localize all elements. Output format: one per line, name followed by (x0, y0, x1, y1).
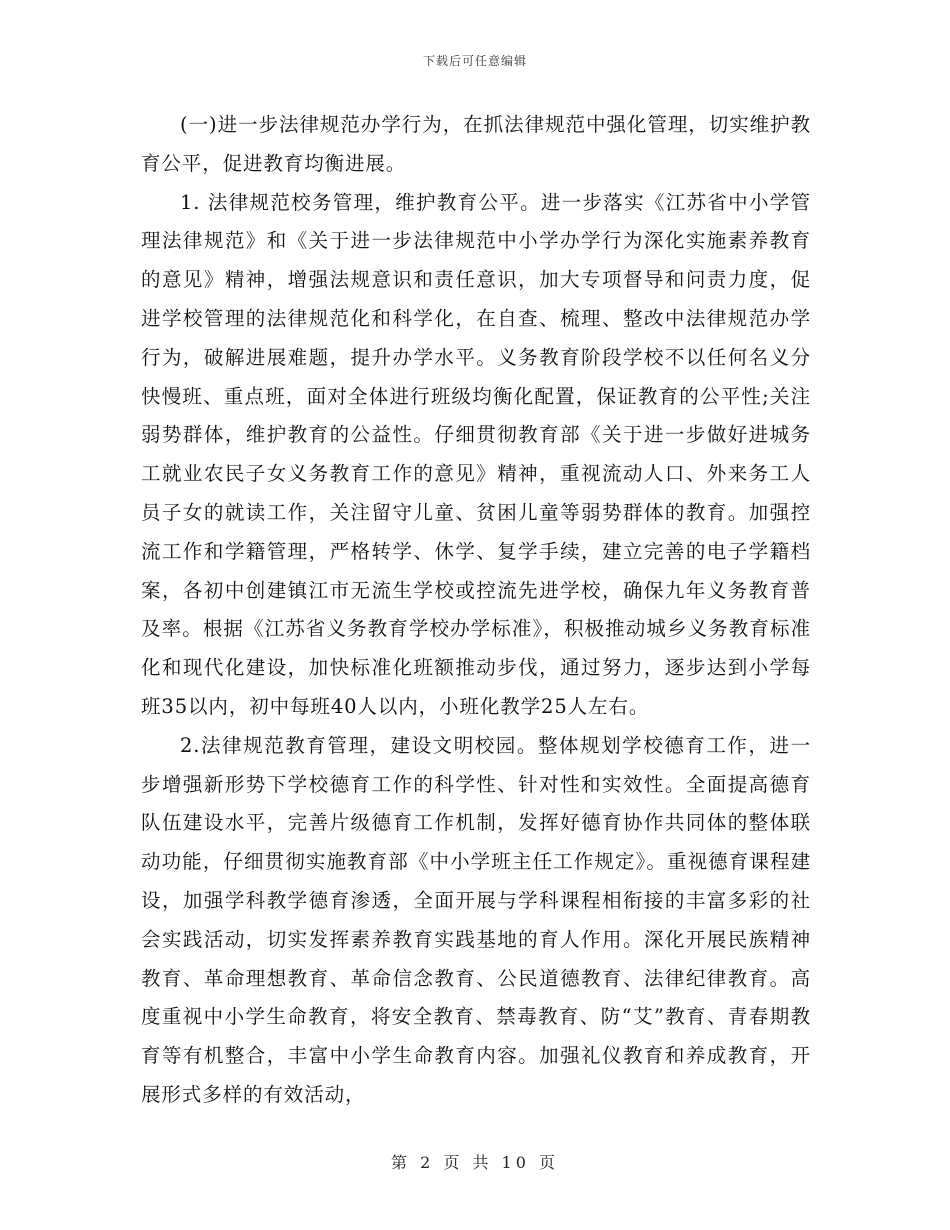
paragraph-section-one: (一)进一步法律规范办学行为，在抓法律规范中强化管理，切实维护教育公平，促进教育均衡进展。 (141, 113, 811, 175)
document-body (141, 106, 811, 1115)
paragraph-item-one: 1. 法律规范校务管理，维护教育公平。进一步落实《江苏省中小学管理法律规范》和《关于进一步法律规范中小学办学行为深化实施素养教育的意见》精神，增强法规意识和责任意识，加大专项督导和问责力度，促进学校管理的法律规范化和科学化，在自查、梳理、整改中法律规范办学行为，破解进展难题，提升办学水平。义务教育阶段学校不以任何名义分快慢班、重点班，面对全体进行班级均衡化配置，保证教育的公平性;关注弱势群体，维护教育的公益性。仔细贯彻教育部《关于进一步做好进城务工就业农民子女义务教育工作的意见》精神，重视流动人口、外来务工人员子女的就读工作，关注留守儿童、贫困儿童等弱势群体的教育。加强控流工作和学籍管理，严格转学、休学、复学手续，建立完善的电子学籍档案，各初中创建镇江市无流生学校或控流先进学校，确保九年义务教育普及率。根据《江苏省义务教育学校办学标准》，积极推动城乡义务教育标准化和现代化建设，加快标准化班额推动步伐，通过努力，逐步达到小学每班35以内，初中每班40人以内，小班化教学25人左右。 (141, 190, 811, 718)
page-number: 第 2 页 共 10 页 (391, 1153, 559, 1172)
page-header: 下载后可任意编辑 (422, 54, 527, 68)
paragraph-item-two: 2.法律规范教育管理，建设文明校园。整体规划学校德育工作，进一步增强新形势下学校德育工作的科学性、针对性和实效性。全面提高德育队伍建设水平，完善片级德育工作机制，发挥好德育协作共同体的整体联动功能，仔细贯彻实施教育部《中小学班主任工作规定》。重视德育课程建设，加强学科教学德育渗透，全面开展与学科课程相衔接的丰富多彩的社会实践活动，切实发挥素养教育实践基地的育人作用。深化开展民族精神教育、革命理想教育、革命信念教育、公民道德教育、法律纪律教育。高度重视中小学生命教育，将安全教育、禁毒教育、防“艾”教育、青春期教育等有机整合，丰富中小学生命教育内容。加强礼仪教育和养成教育，开展形式多样的有效活动， (141, 733, 811, 1106)
